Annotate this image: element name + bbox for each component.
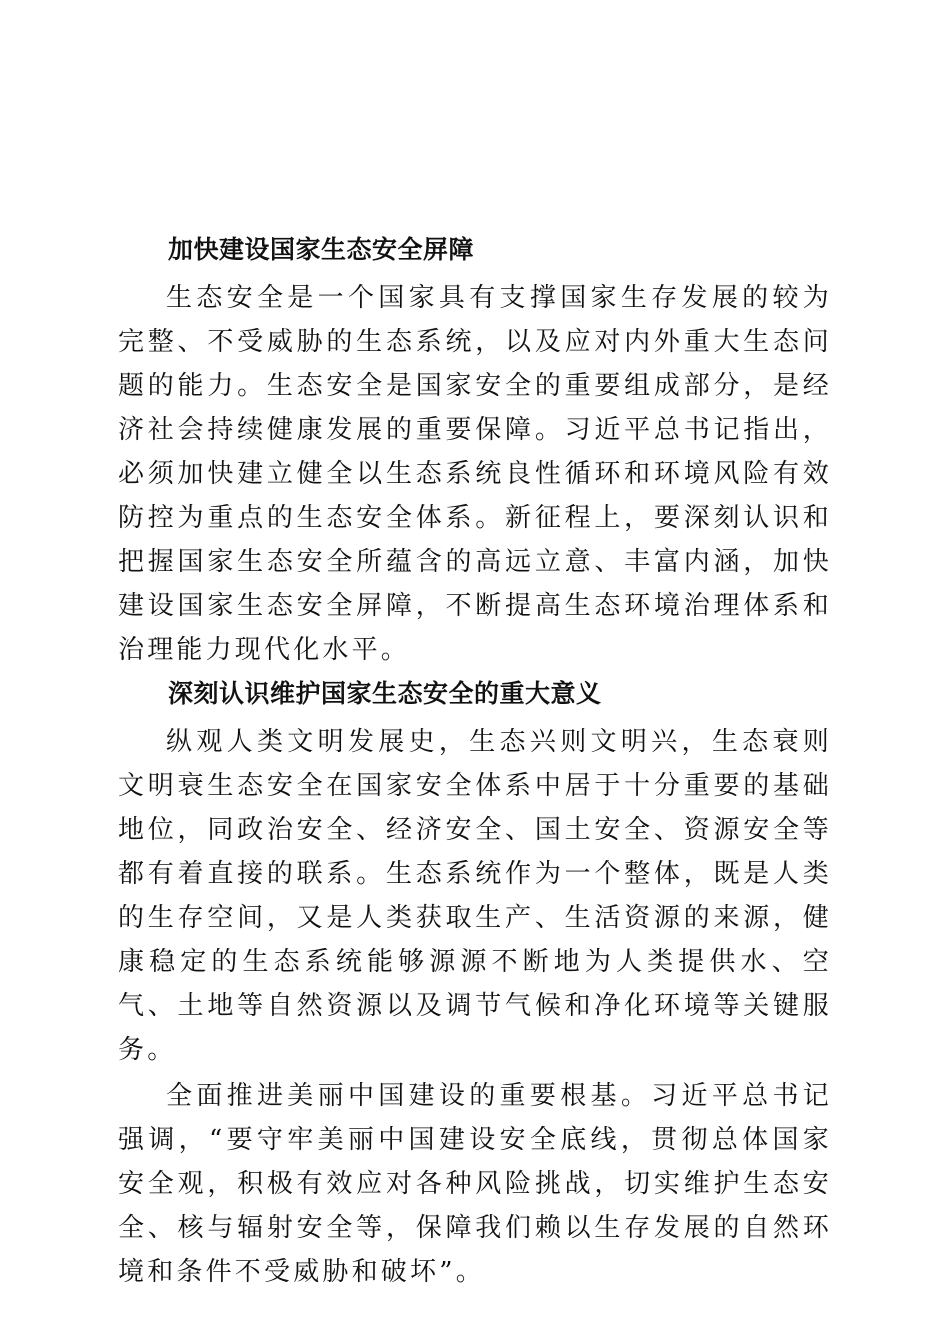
section-heading-significance: 深刻认识维护国家生态安全的重大意义 [168, 679, 602, 708]
document-body [118, 232, 832, 1294]
paragraph-civilization-history: 纵观人类文明发展史，生态兴则文明兴，生态衰则文明衰生态安全在国家安全体系中居于十分重要的基础地位，同政治安全、经济安全、国土安全、资源安全等都有着直接的联系。生态系统作为一个整体，既是人类的生存空间，又是人类获取生产、生活资源的来源，健康稳定的生态系统能够源源不断地为人类提供水、空气、土地等自然资源以及调节气候和净化环境等关键服务。 [118, 727, 832, 1065]
section-heading-ecological-barrier: 加快建设国家生态安全屏障 [168, 235, 475, 264]
paragraph-beautiful-china: 全面推进美丽中国建设的重要根基。习近平总书记强调，“要守牢美丽中国建设安全底线，贯彻总体国家安全观，积极有效应对各种风险挑战，切实维护生态安全、核与辐射安全等，保障我们赖以生存发展的自然环境和条件不受威胁和破坏”。 [118, 1081, 832, 1287]
paragraph-ecological-security-definition: 生态安全是一个国家具有支撑国家生存发展的较为完整、不受威胁的生态系统，以及应对内外重大生态问题的能力。生态安全是国家安全的重要组成部分，是经济社会持续健康发展的重要保障。习近平总书记指出，必须加快建立健全以生态系统良性循环和环境风险有效防控为重点的生态安全体系。新征程上，要深刻认识和把握国家生态安全所蕴含的高远立意、丰富内涵，加快建设国家生态安全屏障，不断提高生态环境治理体系和治理能力现代化水平。 [118, 283, 832, 665]
